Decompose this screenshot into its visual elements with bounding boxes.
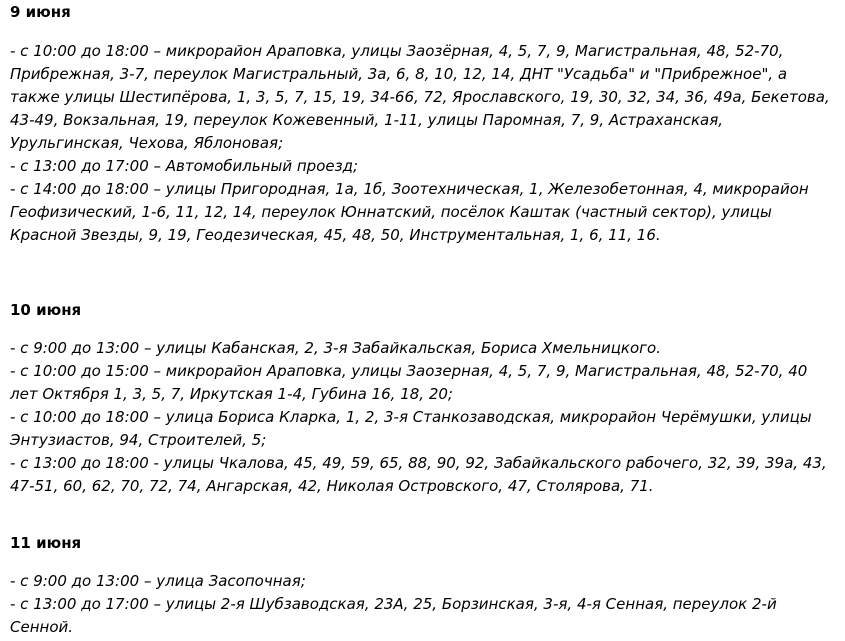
schedule-entry: - с 9:00 до 13:00 – улица Засопочная; <box>10 572 306 590</box>
schedule-entry: - с 13:00 до 17:00 – Автомобильный проезд; <box>10 157 359 175</box>
schedule-entry: - с 10:00 до 18:00 – улица Бориса Кларка, 1, 2, 3-я Станкозаводская, микрорайон Черёмушки, улицы Энтузиастов, 94, Строителей, 5; <box>10 408 812 449</box>
schedule-entry: - с 13:00 до 18:00 - улицы Чкалова, 45, 49, 59, 65, 88, 90, 92, Забайкальского рабочего, 32, 39, 39а, 43, 47-51, 60, 62, 70, 72, 74, Ангарская, 42, Николая Островского, 47, Столярова, 71. <box>10 454 827 495</box>
date-heading: 11 июня <box>10 534 82 552</box>
entry-list <box>10 40 836 247</box>
entry-list <box>10 570 836 639</box>
schedule-entry: - с 10:00 до 15:00 – микрорайон Араповка, улицы Заозерная, 4, 5, 7, 9, Магистральная, 48, 52-70, 40 лет Октября 1, 3, 5, 7, Иркутская 1-4, Губина 16, 18, 20; <box>10 362 808 403</box>
schedule-entry: - с 14:00 до 18:00 – улицы Пригородная, 1а, 1б, Зоотехническая, 1, Железобетонная, 4, микрорайон Геофизический, 1-6, 11, 12, 14, переулок Юннатский, посёлок Каштак (частный сектор), улицы Красной Звезды, 9, 19, Геодезическая, 45, 48, 50, Инструментальная, 1, 6, 11, 16. <box>10 180 809 244</box>
date-heading: 9 июня <box>10 3 71 21</box>
schedule-entry: - с 13:00 до 17:00 – улицы 2-я Шубзаводская, 23А, 25, Борзинская, 3-я, 4-я Сенная, переулок 2-й Сенной. <box>10 595 777 636</box>
entry-list <box>10 337 836 498</box>
date-heading: 10 июня <box>10 301 82 319</box>
schedule-entry: - с 10:00 до 18:00 – микрорайон Араповка, улицы Заозёрная, 4, 5, 7, 9, Магистральная, 48, 52-70, Прибрежная, 3-7, переулок Магистральный, 3а, 6, 8, 10, 12, 14, ДНТ "Усадьба" и "Прибрежное", а также улицы Шестипёрова, 1, 3, 5, 7, 15, 19, 34-66, 72, Ярославского, 19, 30, 32, 34, 36, 49а, Бекетова, 43-49, Вокзальная, 19, переулок Кожевенный, 1-11, улицы Паромная, 7, 9, Астраханская, Урульгинская, Чехова, Яблоновая; <box>10 42 830 152</box>
schedule-entry: - с 9:00 до 13:00 – улицы Кабанская, 2, 3-я Забайкальская, Бориса Хмельницкого. <box>10 339 661 357</box>
